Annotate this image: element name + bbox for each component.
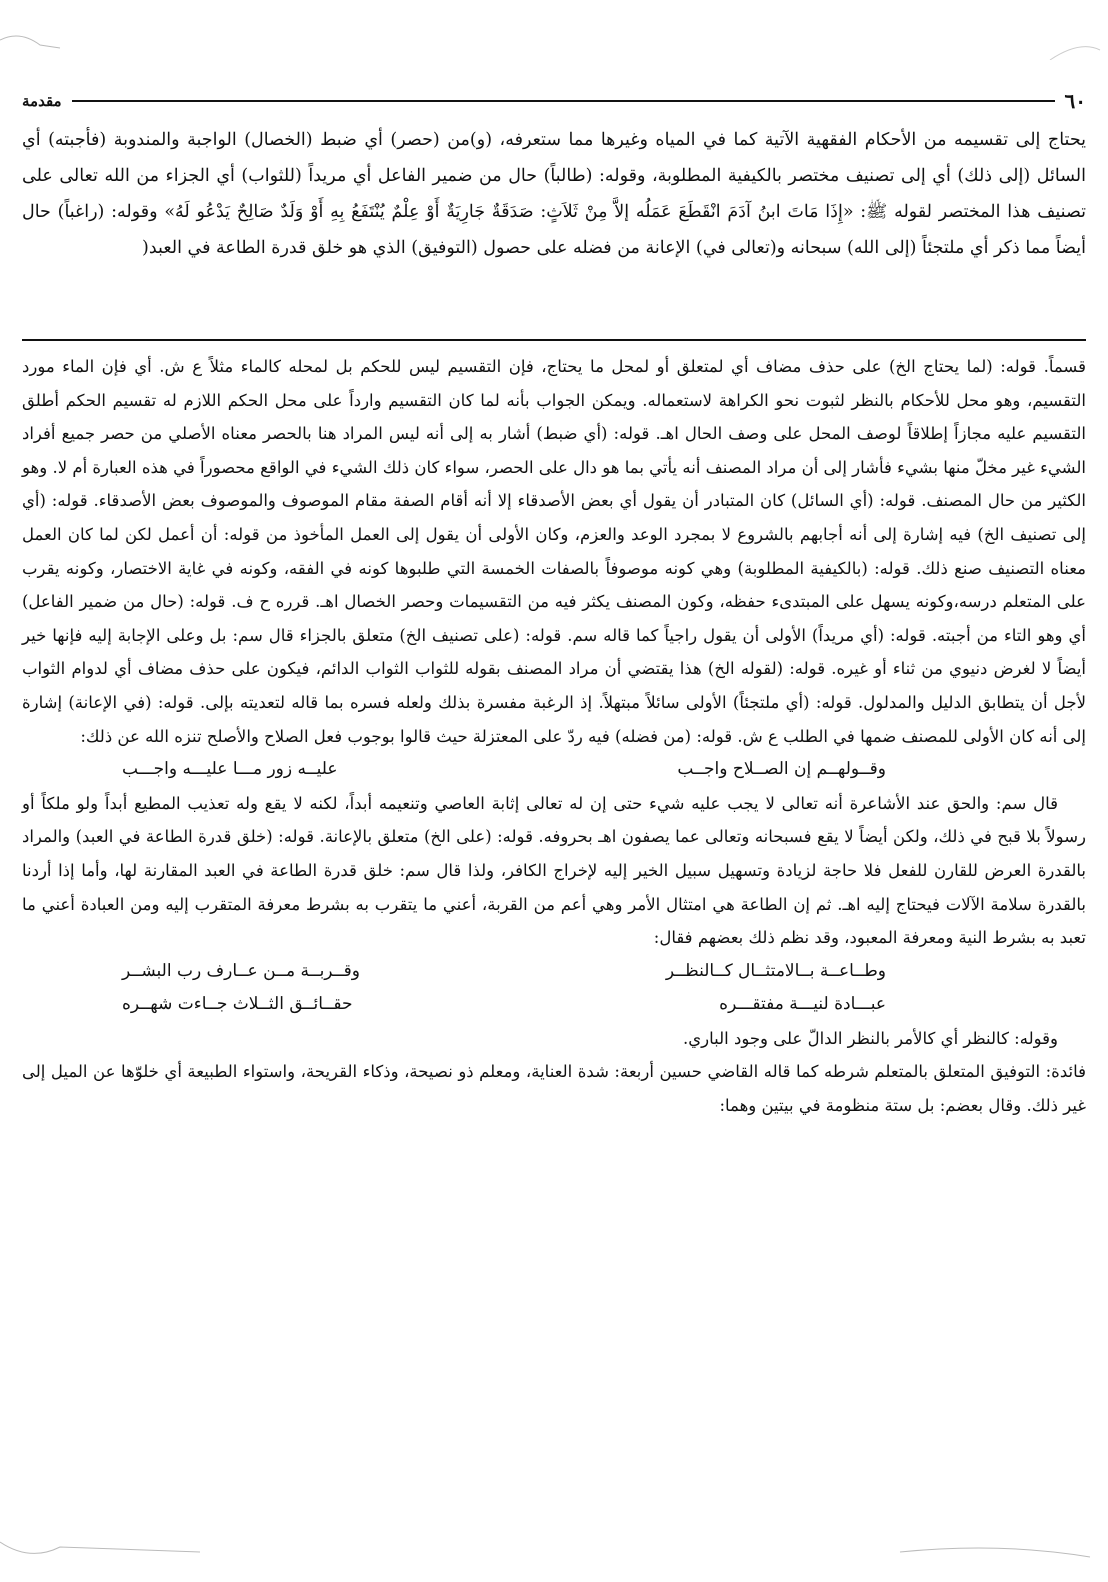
verse-1-hemistich-1: وقــولهــم إن الصــلاح واجــب xyxy=(677,759,886,780)
commentary xyxy=(22,350,1086,1123)
section-title: مقدمة xyxy=(22,92,62,110)
commentary-paragraph-2: قال سم: والحق عند الأشاعرة أنه تعالى لا يجب عليه شيء حتى إن له تعالى إثابة العاصي وتنعيمه أبداً، لكنه لا يقع وله تعذيب المطيع أبداً ولو ملكاً أو رسولاً بلا قبح في ذلك، ولكن أيضاً لا يقع فسبحانه وتعالى عما يصفون اهـ بحروفه. قوله: (على الخ) متعلق بالإعانة. قوله: (خلق قدرة الطاعة في العبد) والمراد بالقدرة العرض للقارن للفعل فلا حاجة لزيادة وتسهيل سبيل الخير إليه لإخراج الكافر، ولذا قال سم: خلق قدرة الطاعة في العبد المقارنة لها، وأما إذا أردنا بالقدرة سلامة الآلات فيحتاج إليه اهـ. ثم إن الطاعة هي امتثال الأمر وهي أعم من القربة، أعني ما يتقرب به بشرط معرفة المتقرب إليه ومن العبادة أعني ما تعبد به بشرط النية ومعرفة المعبود، وقد نظم ذلك بعضهم فقال: xyxy=(22,793,1086,948)
main-text: يحتاج إلى تقسيمه من الأحكام الفقهية الآتية كما في المياه وغيرها مما ستعرفه، (و)من (حصر) أي ضبط (الخصال) الواجبة والمندوبة (فأجبته) أي السائل (إلى ذلك) أي إلى تصنيف مختصر بالكيفية المطلوبة، وقوله: (طالباً) حال من ضمير الفاعل أي مريداً (للثواب) أي الجزاء من الله تعالى على تصنيف هذا المختصر لقوله ﷺ: «إِذَا مَاتَ ابنُ آدَمَ انْقَطَعَ عَمَلُه إلاَّ مِنْ ثَلاَثٍ: صَدَقَةٌ جَارِيَةٌ أَوْ عِلْمٌ يُنْتَفَعُ بِهِ أَوْ وَلَدٌ صَالِحٌ يَدْعُو لَهُ» وقوله: (راغباً) حال أيضاً مما ذكر أي ملتجئاً (إلى الله) سبحانه و(تعالى في) الإعانة من فضله على حصول (التوفيق) الذي هو خلق قدرة الطاعة في العبد( xyxy=(22,130,1086,258)
verse-2 xyxy=(22,955,1086,989)
footnote-separator xyxy=(22,339,1086,341)
header-rule xyxy=(72,100,1055,102)
scan-border-bottom xyxy=(0,1522,1108,1582)
commentary-paragraph-3: وقوله: كالنظر أي كالأمر بالنظر الدالّ على وجود الباري. xyxy=(683,1028,1058,1048)
scan-border-top xyxy=(0,0,1108,60)
verse-1 xyxy=(22,753,1086,787)
verse-1-hemistich-2: عليــه زور مـــا عليـــه واجـــب xyxy=(122,759,338,780)
verse-2-hemistich-1: وطــاعــة بــالامتثــال كــالنظــر xyxy=(665,960,886,981)
verse-3 xyxy=(22,988,1086,1022)
verse-3-hemistich-1: عبـــادة لنيـــة مفتقـــره xyxy=(719,994,886,1015)
verse-2-hemistich-2: وقــربــة مــن عــارف رب البشــر xyxy=(122,960,360,981)
page-number: ٦٠ xyxy=(1064,89,1086,113)
commentary-paragraph-1: قسماً. قوله: (لما يحتاج الخ) على حذف مضاف أي لمتعلق أو لمحل ما يحتاج، فإن التقسيم ليس للحكم بل لمحله كالماء مثلاً ع ش. أي فإن الماء مورد التقسيم، وهو محل للأحكام بالنظر لثبوت نحو الكراهة لاستعماله. ويمكن الجواب بأنه لما كان التقسيم وارداً على محل الحكم اللازم له تقسيم الحكم أطلق التقسيم عليه مجازاً إطلاقاً لوصف المحل على وصف الحال اهـ. قوله: (أي ضبط) أشار به إلى أنه ليس المراد هنا بالحصر معناه الأصلي من حصر جميع أفراد الشيء غير مخلّ منها بشيء فأشار إلى أن مراد المصنف أنه يأتي بما هو دال على الحصر، سواء كان ذلك الشيء في الواقع محصوراً في هذه العبارة أم لا. وهو الكثير من حال المصنف. قوله: (أي السائل) كان المتبادر أن يقول أي بعض الأصدقاء إلا أنه أقام الصفة مقام الموصوف والموصوف بعض الأصدقاء. قوله: (أي إلى تصنيف الخ) فيه إشارة إلى أنه أجابهم بالشروع لا بمجرد الوعد والعزم، وكان الأولى أن يقول إلى العمل المأخوذ من قوله: أن أعمل لكن لما كان العمل معناه التصنيف صنع ذلك. قوله: (بالكيفية المطلوبة) وهي كونه موصوفاً بالصفات الخمسة التي طلبوها كونه في الفقه، وكونه في غاية الاختصار، وكونه يقرب على المتعلم درسه،وكونه يسهل على المبتدىء حفظه، وكون المصنف يكثر فيه من التقسيمات وحصر الخصال اهـ. قرره ح ف. قوله: (حال من ضمير الفاعل) أي وهو التاء من أجبته. قوله: (أي مريداً) الأولى أن يقول راجياً كما قاله سم. قوله: (على تصنيف الخ) متعلق بالجزاء قال سم: بل وعلى الإجابة إليه فإنها خير أيضاً لا لغرض دنيوي من ثناء أو غيره. قوله: (لقوله الخ) هذا يقتضي أن مراد المصنف بقوله للثواب الثواب الدائم، فيكون على حذف مضاف أي لدوام الثواب لأجل أن يتطابق الدليل والمدلول. قوله: (أي ملتجئاً) الأولى سائلاً مبتهلاً. إذ الرغبة مفسرة بذلك ولعله فسره بما قاله لتعديته بإلى. قوله: (في الإعانة) إشارة إلى أنه كان الأولى للمصنف ضمها في الطلب ع ش. قوله: (من فضله) فيه ردّ على المعتزلة حيث قالوا بوجوب فعل الصلاح والأصلح تنزه الله عن ذلك: xyxy=(22,357,1086,746)
commentary-paragraph-4: فائدة: التوفيق المتعلق بالمتعلم شرطه كما قاله القاضي حسين أربعة: شدة العناية، ومعلم ذو نصيحة، وذكاء القريحة، واستواء الطبيعة أي خلوّها عن الميل إلى غير ذلك. وقال بعضم: بل ستة منظومة في بيتين وهما: xyxy=(22,1062,1086,1116)
page-header xyxy=(22,86,1086,116)
verse-3-hemistich-2: حقــائــق الثــلاث جــاءت شهــره xyxy=(122,994,353,1015)
